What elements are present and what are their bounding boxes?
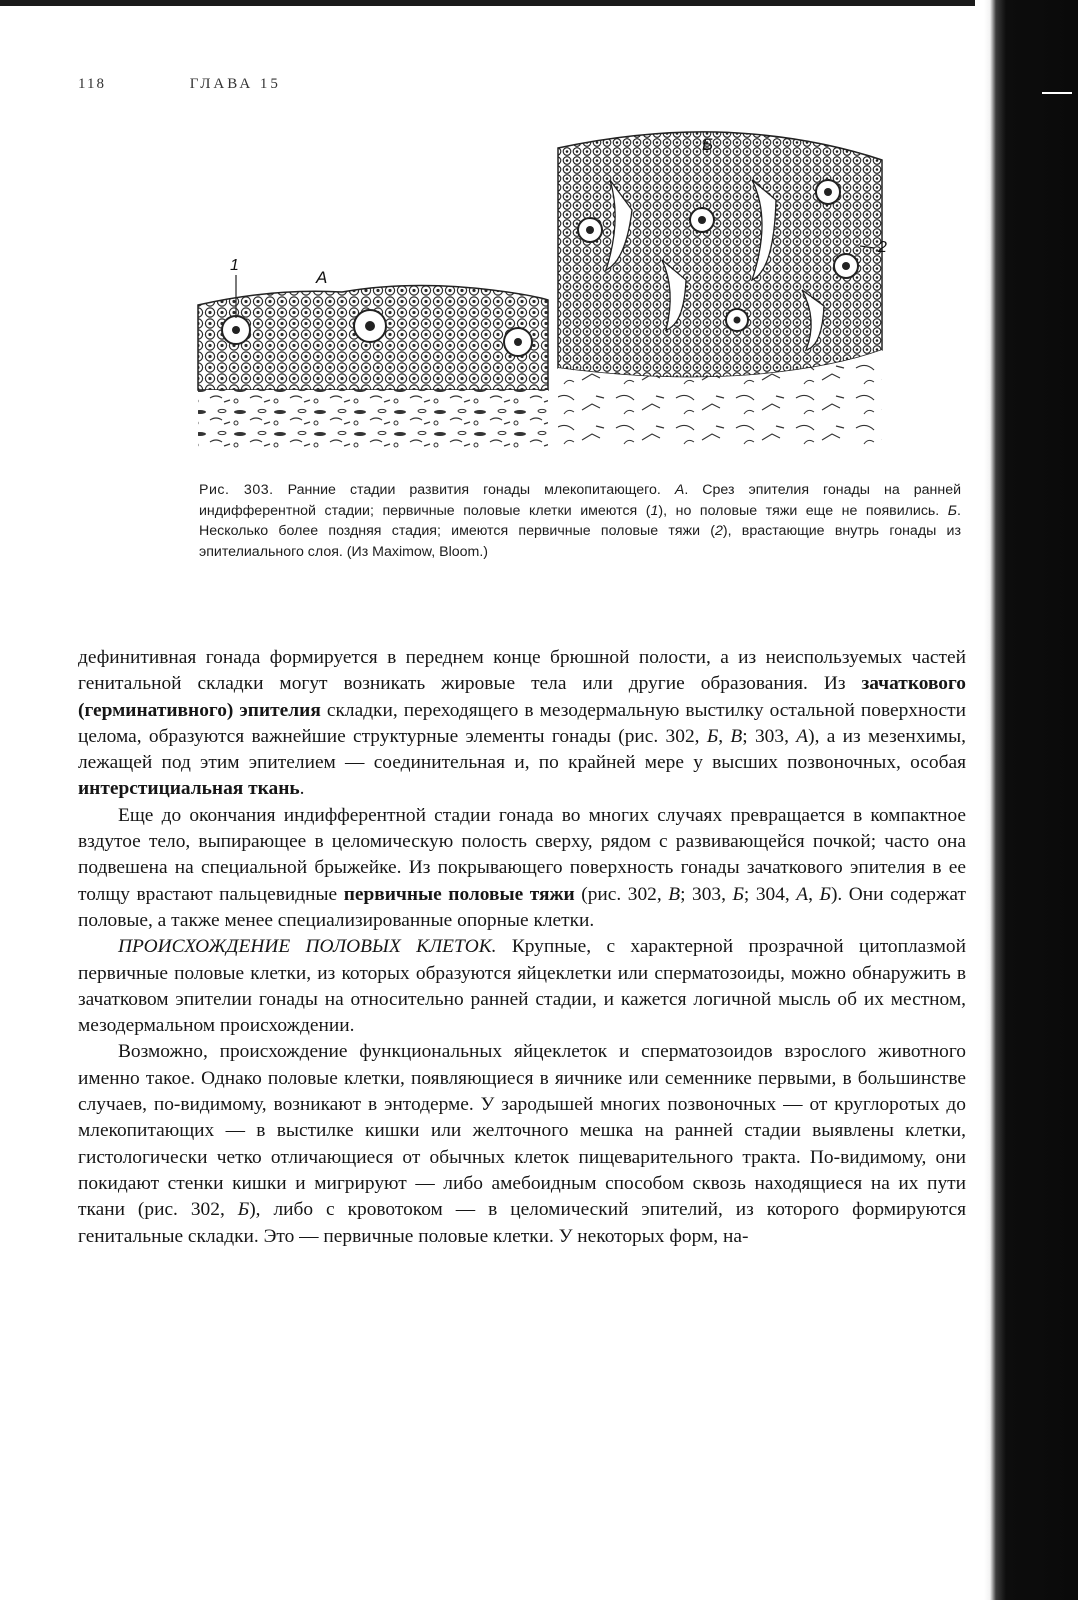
term-interstitial-tissue: интерстициальная ткань	[78, 778, 300, 800]
term-primary-sex-cords: первичные половые тяжи	[343, 883, 575, 905]
paragraph-1: дефинитивная гонада формируется в переднем конце брюшной полости, а из неиспользуемых частей генитальной складки могут возникать жировые тела или другие образования. Из зачаткового (герминативного) эпителия складки, переходящего в мезодермальную выстилку остальной поверхности целома, образуются важнейшие структурные элементы гонады (рис. 302, Б, В; 303, А), а из мезенхимы, лежащей под этим эпителием — соединительная и, по крайней мере у высших позвоночных, особая интерстициальная ткань.	[78, 647, 966, 800]
figure-caption: Рис. 303. Ранние стадии развития гонады млекопитающего. А. Срез эпителия гонады на ранней индифферентной стадии; первичные половые клетки имеются (1), но половые тяжи еще не появились. Б. Несколько более поздняя стадия; имеются первичные половые тяжи (2), врастающие внутрь гонады из эпителиального слоя. (Из Maximow, Bloom.)	[199, 482, 962, 560]
panel-b	[558, 132, 882, 450]
running-head	[78, 76, 281, 93]
term-germinal-epithelium: зачаткового (герминативного) эпителия	[78, 673, 966, 721]
running-title: ГЛАВА 15	[189, 76, 281, 92]
top-rule	[0, 0, 975, 6]
panel-a-label: А	[316, 268, 328, 287]
paragraph-4: Возможно, происхождение функциональных яйцеклеток и сперматозоидов взрослого животного именно такое. Однако половые клетки, появляющиеся в яичнике или семеннике первыми, в большинстве случаев, по-видимому, возникают в энтодерме. У зародышей многих позвоночных — от круглоротых до млекопитающих — в выстилке кишки или желточного мешка на ранней стадии выявлены клетки, гистологически четко отличающиеся от обычных клеток пищеварительного тракта. По-видимому, они покидают стенки кишки и мигрируют — либо амебоидным способом сквозь находящиеся на их пути ткани (рис. 302, Б), либо с кровотоком — в целомический эпителий, из которого формируются генитальные складки. Это — первичные половые клетки. У некоторых форм, на-	[78, 1041, 966, 1247]
callout-2: 2	[878, 239, 887, 256]
histology-illustration	[192, 120, 892, 460]
paragraph-2: Еще до окончания индифферентной стадии гонада во многих случаях превращается в компактное вздутое тело, выпирающее в целомическую полость сверху, рядом с развивающейся почкой; часто она подвешена на специальной брыжейке. Из покрывающего поверхность гонады зачаткового эпителия в ее толщу врастают пальцевидные первичные половые тяжи (рис. 302, В; 303, Б; 304, А, Б). Они содержат половые, а также менее специализированные опорные клетки.	[78, 804, 966, 931]
page-number: 118	[78, 76, 106, 92]
edge-mark	[1042, 92, 1072, 94]
callout-1: 1	[230, 257, 239, 274]
body-text	[78, 645, 966, 1250]
histology-figure	[192, 120, 892, 460]
section-heading: ПРОИСХОЖДЕНИЕ ПОЛОВЫХ КЛЕТОК.	[118, 936, 497, 958]
panel-b-label: Б	[702, 135, 714, 154]
figure-number: Рис. 303.	[199, 482, 274, 498]
panel-a	[198, 275, 548, 450]
paragraph-3: ПРОИСХОЖДЕНИЕ ПОЛОВЫХ КЛЕТОК. Крупные, с характерной прозрачной цитоплазмой первичные половые клетки, из которых образуются яйцеклетки или сперматозоиды, можно обнаружить в зачатковом эпителии гонады на относительно ранней стадии, и кажется логичной мысль об их местном, мезодермальном происхождении.	[78, 936, 966, 1037]
binding-shadow	[984, 0, 1078, 1600]
